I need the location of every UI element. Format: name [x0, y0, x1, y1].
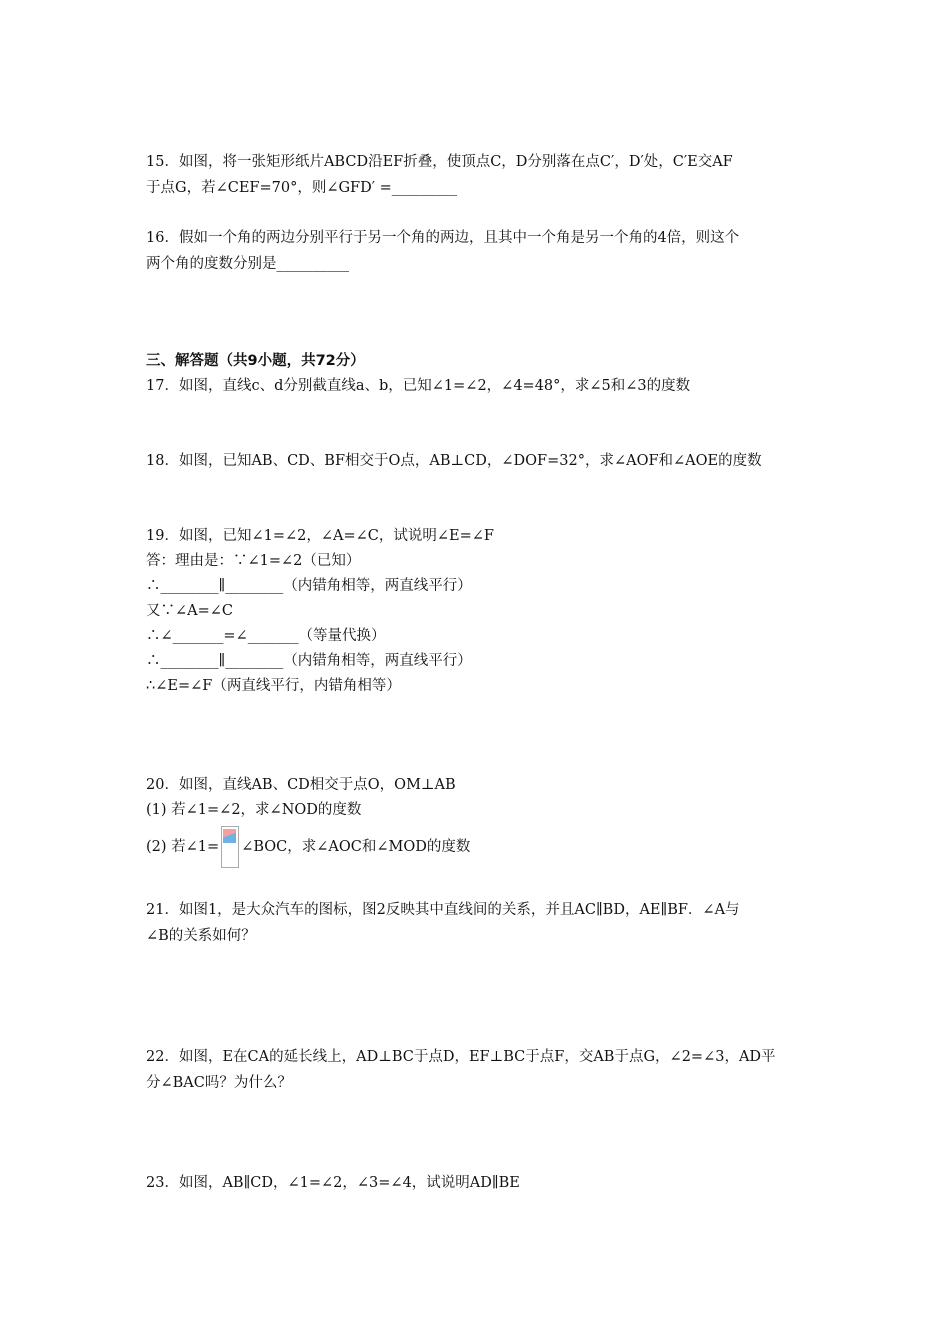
- q19-line4: 又∵∠A=∠C: [146, 603, 234, 619]
- section-heading: 三、解答题（共9小题，共72分）: [146, 353, 365, 369]
- q19-line7: ∴∠E=∠F（两直线平行，内错角相等）: [146, 678, 401, 694]
- q15-line1: 15．如图，将一张矩形纸片ABCD沿EF折叠，使顶点C，D分别落在点C′，D′处，C′E交AF: [146, 154, 733, 170]
- q16-line2: 两个角的度数分别是__________: [146, 256, 349, 272]
- q23: 23．如图，AB∥CD，∠1=∠2，∠3=∠4，试说明AD∥BE: [146, 1175, 520, 1191]
- q15-line2: 于点G，若∠CEF=70°，则∠GFD′ =_________: [146, 180, 458, 196]
- q16-line1: 16．假如一个角的两边分别平行于另一个角的两边，且其中一个角是另一个角的4倍，则这个: [146, 230, 740, 246]
- q19-line3: ∴________∥________（内错角相等，两直线平行）: [146, 578, 472, 594]
- q19-line1: 19．如图，已知∠1=∠2，∠A=∠C，试说明∠E=∠F: [146, 528, 494, 544]
- q21-line2: ∠B的关系如何？: [146, 928, 256, 944]
- q19-line5: ∴∠_______=∠_______（等量代换）: [146, 628, 386, 644]
- broken-image-icon: [221, 826, 239, 868]
- q17: 17．如图，直线c、d分别截直线a、b，已知∠1=∠2，∠4=48°，求∠5和∠3的度数: [146, 378, 691, 394]
- q20-line3: [146, 826, 470, 868]
- q20-line3-suffix: ∠BOC，求∠AOC和∠MOD的度数: [241, 839, 471, 855]
- q22-line1: 22．如图，E在CA的延长线上，AD⊥BC于点D，EF⊥BC于点F，交AB于点G，∠2=∠3，AD平: [146, 1049, 776, 1065]
- q20-line1: 20．如图，直线AB、CD相交于点O，OM⊥AB: [146, 777, 456, 793]
- q19-line6: ∴________∥________（内错角相等，两直线平行）: [146, 653, 472, 669]
- q20-line3-prefix: (2) 若∠1=: [146, 839, 220, 855]
- q20-line2: (1) 若∠1=∠2，求∠NOD的度数: [146, 802, 362, 818]
- q22-line2: 分∠BAC吗？为什么？: [146, 1075, 292, 1091]
- q18: 18．如图，已知AB、CD、BF相交于O点，AB⊥CD，∠DOF=32°，求∠AOF和∠AOE的度数: [146, 453, 762, 469]
- q21-line1: 21．如图1，是大众汽车的图标，图2反映其中直线间的关系，并且AC∥BD，AE∥BF．∠A与: [146, 902, 740, 918]
- q19-line2: 答：理由是：∵∠1=∠2（已知）: [146, 553, 361, 569]
